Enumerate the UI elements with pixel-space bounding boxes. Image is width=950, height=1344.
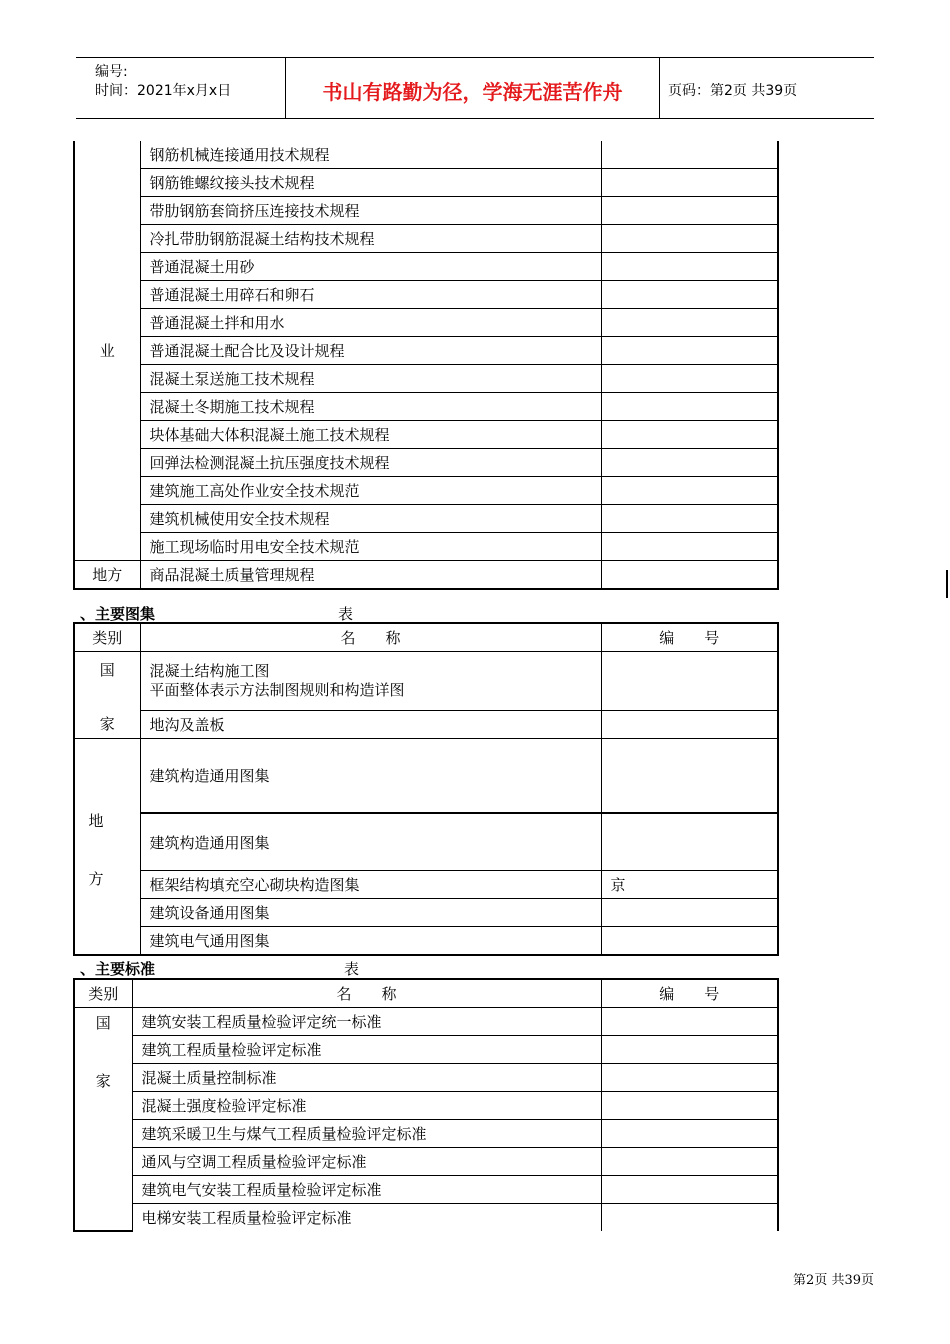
table-row: 钢筋机械连接通用技术规程	[140, 141, 601, 169]
category-local-char1: 地	[88, 812, 104, 830]
table-row: 建筑安装工程质量检验评定统一标准	[132, 1008, 601, 1036]
table-row: 普通混凝土用砂	[140, 253, 601, 281]
table-cell-code: 京	[601, 871, 778, 899]
table-row: 框架结构填充空心砌块构造图集	[140, 871, 601, 899]
standards-table	[73, 978, 779, 1232]
table-row: 施工现场临时用电安全技术规范	[140, 533, 601, 561]
header-page-label: 页码：第2页 共39页	[668, 83, 798, 99]
table-cell-code	[601, 225, 778, 253]
section-atlas-title: 、主要图集	[80, 605, 156, 623]
table-cell-code	[601, 1176, 778, 1204]
table-cell-code	[601, 710, 778, 738]
table-row: 建筑施工高处作业安全技术规范	[140, 477, 601, 505]
table-cell-code	[601, 739, 778, 814]
atlas-table	[73, 622, 779, 956]
table-cell-code	[601, 337, 778, 365]
table-cell-code	[601, 813, 778, 871]
table-cell-code	[601, 1120, 778, 1148]
table-row: 电梯安装工程质量检验评定标准	[132, 1204, 601, 1232]
footer-page-number: 第2页 共39页	[793, 1273, 874, 1288]
table-row: 地沟及盖板	[140, 710, 601, 738]
table-row: 混凝土质量控制标准	[132, 1064, 601, 1092]
table-cell-code	[601, 1148, 778, 1176]
table-row: 建筑电气通用图集	[140, 927, 601, 956]
table-row: 建筑机械使用安全技术规程	[140, 505, 601, 533]
table-row: 建筑设备通用图集	[140, 899, 601, 927]
table-row: 带肋钢筋套筒挤压连接技术规程	[140, 197, 601, 225]
header-bottom-rule	[76, 118, 874, 119]
category-national-char2: 家	[95, 1072, 111, 1090]
header-motto: 书山有路勤为径，学海无涯苦作舟	[322, 80, 623, 104]
category-national-char1: 国	[99, 661, 115, 679]
table-row: 通风与空调工程质量检验评定标准	[132, 1148, 601, 1176]
header-category: 类别	[74, 623, 140, 652]
atlas-name-line2: 平面整体表示方法制图规则和构造详图	[149, 680, 405, 699]
doc-time-label: 时间：2021年x月x日	[95, 83, 232, 99]
table-row: 混凝土强度检验评定标准	[132, 1092, 601, 1120]
table-row: 普通混凝土配合比及设计规程	[140, 337, 601, 365]
category-national	[74, 1008, 132, 1232]
category-local	[74, 739, 140, 956]
table-cell-code	[601, 1008, 778, 1036]
table-row: 建筑采暖卫生与煤气工程质量检验评定标准	[132, 1120, 601, 1148]
table-row: 混凝土泵送施工技术规程	[140, 365, 601, 393]
table-cell-code	[601, 197, 778, 225]
table-row: 建筑电气安装工程质量检验评定标准	[132, 1176, 601, 1204]
table-cell-code	[601, 393, 778, 421]
category-local-char2: 方	[88, 870, 104, 888]
header-divider-right	[659, 57, 660, 118]
specs-table-continued	[73, 141, 779, 590]
header-name: 名 称	[140, 623, 601, 652]
doc-number-label: 编号:	[95, 64, 128, 80]
category-industry: 业	[74, 141, 140, 561]
table-cell-code	[601, 253, 778, 281]
table-cell-code	[601, 141, 778, 169]
table-cell-code	[601, 1036, 778, 1064]
category-national-char1: 国	[95, 1014, 111, 1032]
table-cell-code	[601, 421, 778, 449]
section-standards-title: 、主要标准	[80, 960, 156, 978]
header-category: 类别	[74, 979, 132, 1008]
table-row	[140, 652, 601, 711]
table-cell-code	[601, 533, 778, 561]
table-cell-code	[601, 449, 778, 477]
table-row: 混凝土冬期施工技术规程	[140, 393, 601, 421]
header-name: 名 称	[132, 979, 601, 1008]
table-cell-code	[601, 505, 778, 533]
section-atlas-suffix: 表	[338, 605, 354, 623]
table-cell-code	[601, 652, 778, 711]
table-row: 普通混凝土拌和用水	[140, 309, 601, 337]
table-row: 普通混凝土用碎石和卵石	[140, 281, 601, 309]
table-row: 块体基础大体积混凝土施工技术规程	[140, 421, 601, 449]
table-cell-code	[601, 1092, 778, 1120]
table-cell-code	[601, 1064, 778, 1092]
table-row: 建筑构造通用图集	[140, 739, 601, 814]
category-local: 地方	[74, 561, 140, 590]
table-cell-code	[601, 899, 778, 927]
table-row: 冷扎带肋钢筋混凝土结构技术规程	[140, 225, 601, 253]
table-cell-code	[601, 281, 778, 309]
category-national-char2: 家	[99, 715, 115, 733]
table-cell-code	[601, 1204, 778, 1232]
header-code: 编 号	[601, 979, 778, 1008]
header-top-rule	[76, 57, 874, 58]
atlas-name-line1: 混凝土结构施工图	[149, 661, 270, 680]
table-row: 回弹法检测混凝土抗压强度技术规程	[140, 449, 601, 477]
table-row: 建筑工程质量检验评定标准	[132, 1036, 601, 1064]
table-cell-code	[601, 477, 778, 505]
table-cell-code	[601, 561, 778, 590]
page-edge-mark	[946, 570, 948, 598]
header-code: 编 号	[601, 623, 778, 652]
section-standards-suffix: 表	[344, 960, 360, 978]
category-national	[74, 652, 140, 739]
table-row: 商品混凝土质量管理规程	[140, 561, 601, 590]
table-row: 建筑构造通用图集	[140, 813, 601, 871]
table-cell-code	[601, 927, 778, 956]
table-cell-code	[601, 309, 778, 337]
table-cell-code	[601, 169, 778, 197]
table-cell-code	[601, 365, 778, 393]
table-row: 钢筋锥螺纹接头技术规程	[140, 169, 601, 197]
